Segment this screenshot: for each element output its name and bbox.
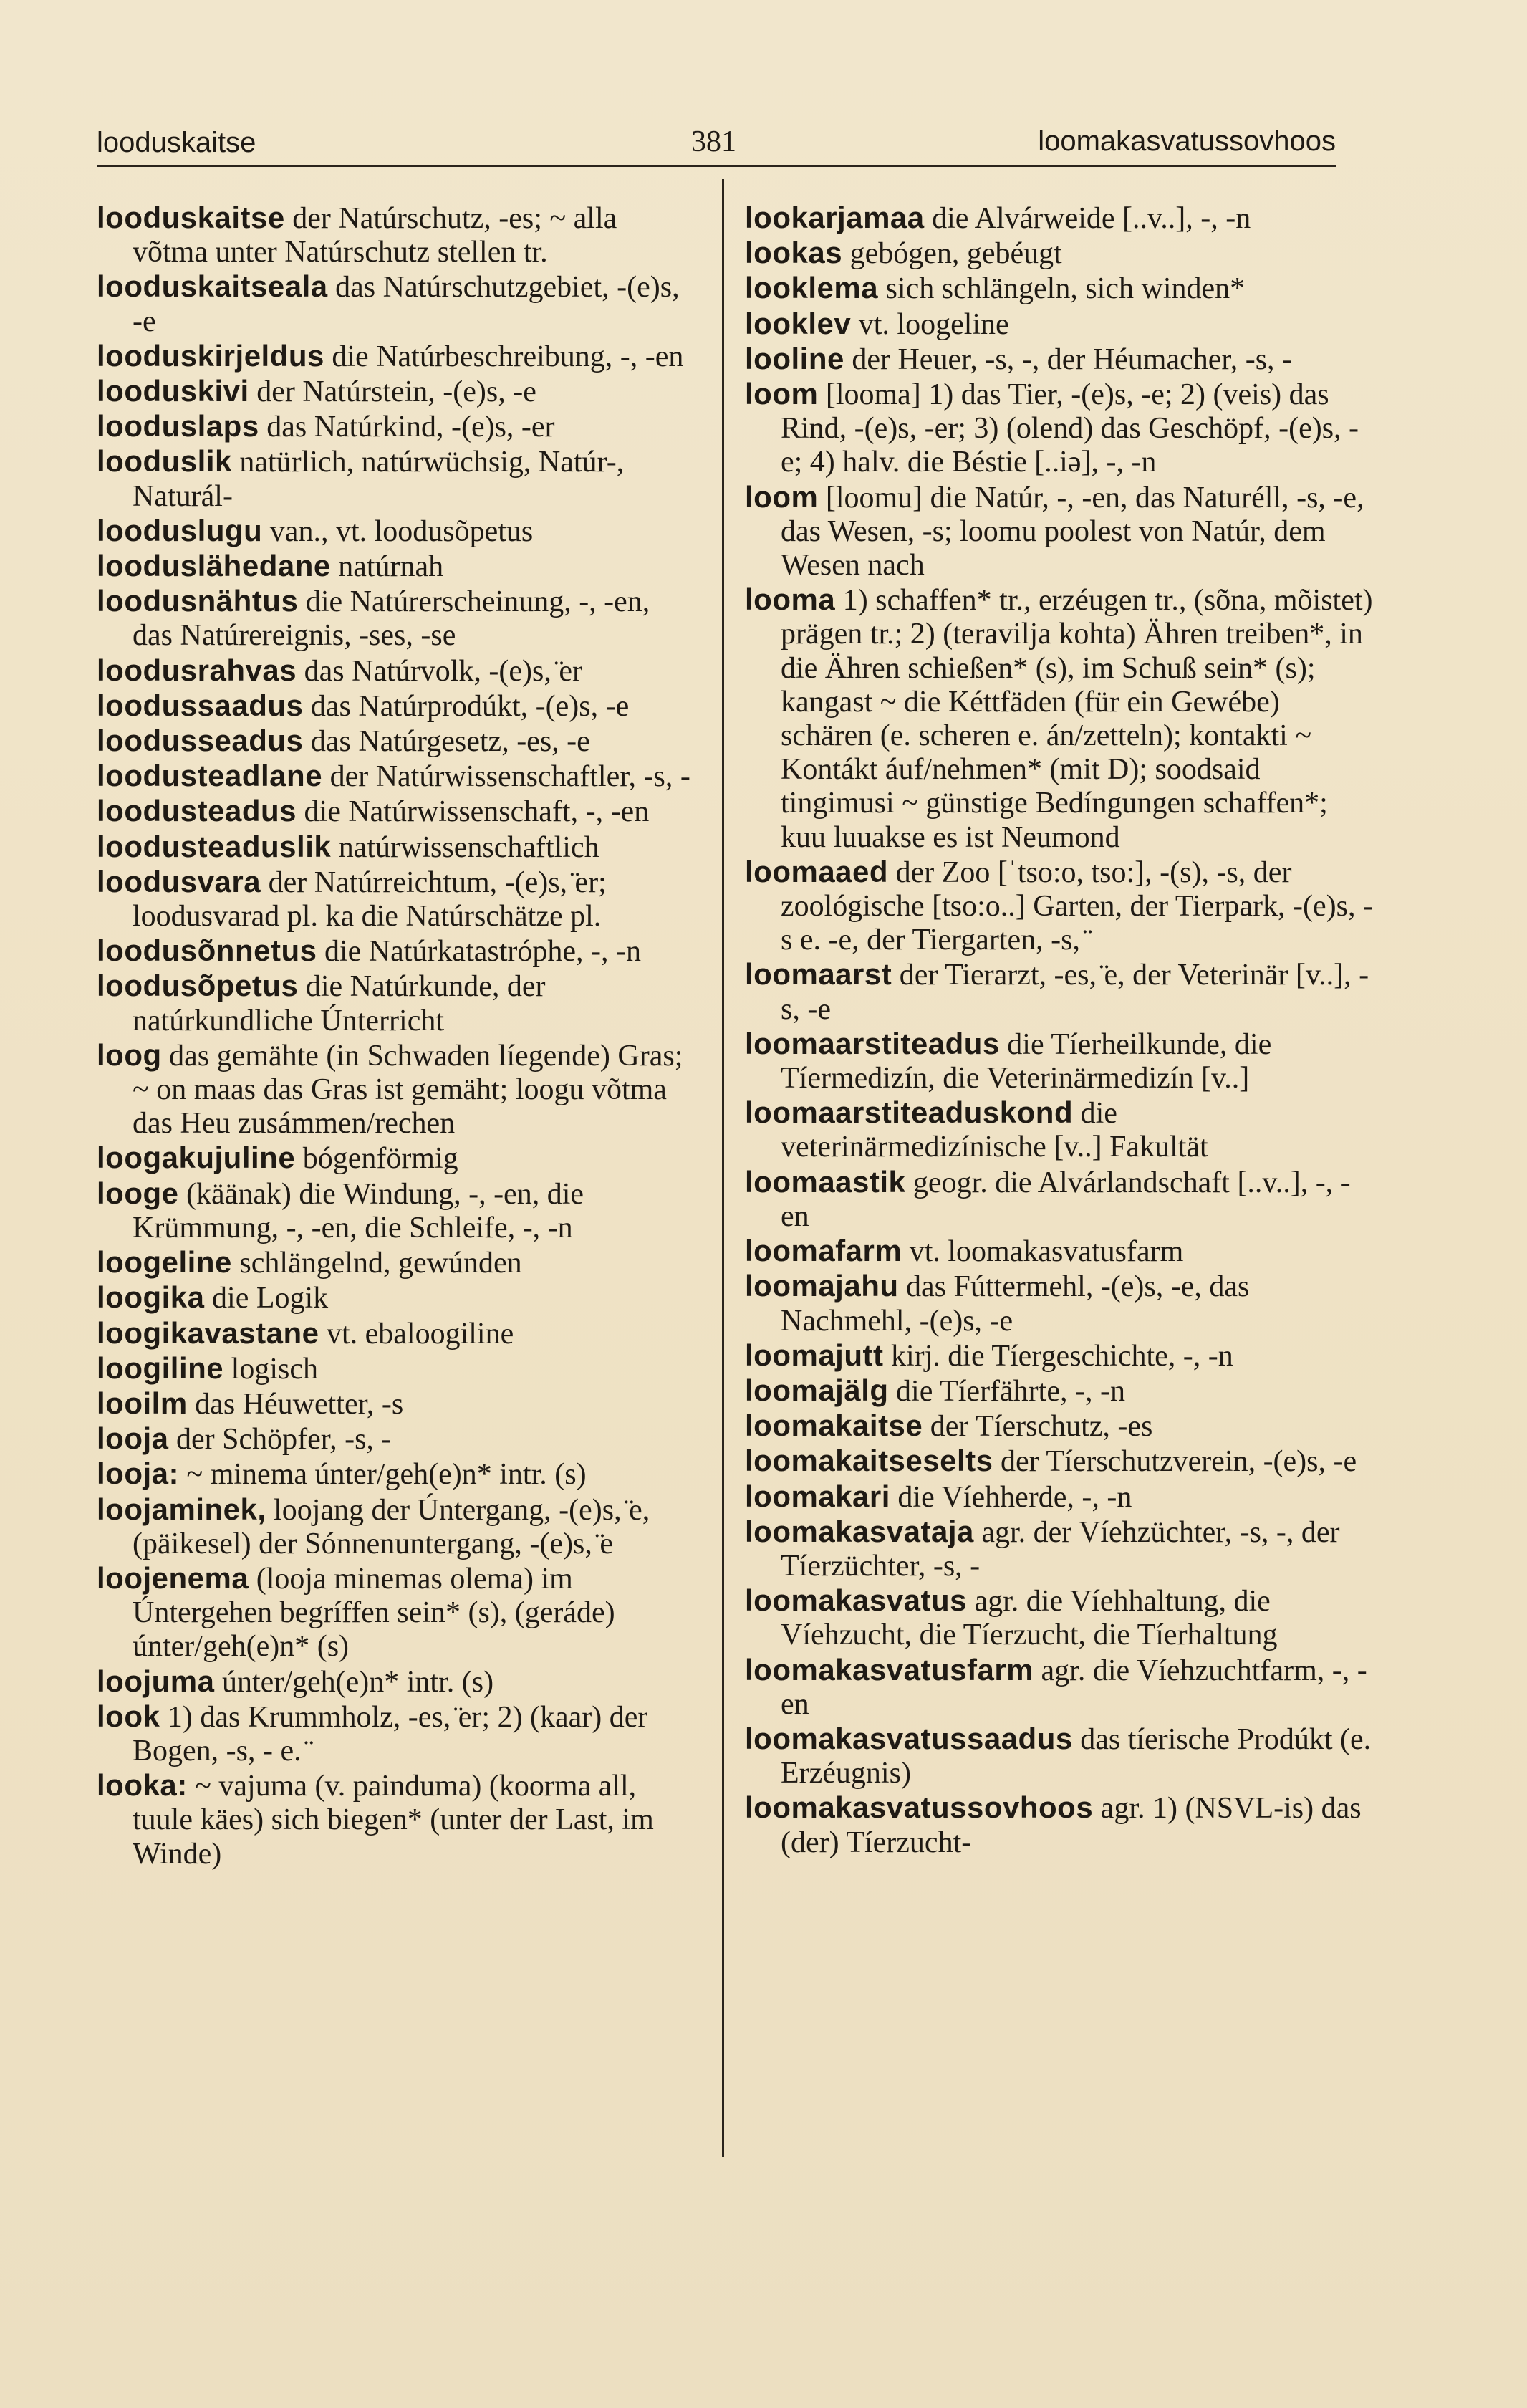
dictionary-entry bbox=[745, 1790, 1375, 1859]
headword: looja: bbox=[97, 1457, 179, 1491]
headword: loodusnähtus bbox=[97, 584, 299, 618]
headword: looma bbox=[745, 582, 836, 617]
right-column bbox=[745, 201, 1375, 2357]
headword: loomakasvatussovhoos bbox=[745, 1790, 1094, 1825]
definition: die Logik bbox=[204, 1282, 329, 1315]
headword: loomakaitseselts bbox=[745, 1444, 993, 1478]
definition: der Tíerschutz, -es bbox=[923, 1410, 1153, 1444]
dictionary-entry bbox=[97, 653, 697, 689]
headword: loodusteaduslik bbox=[97, 829, 332, 863]
dictionary-entry bbox=[745, 855, 1375, 958]
headword: looklema bbox=[745, 271, 879, 305]
definition: [loomu] die Natúr, -, -en, das Naturéll, -s, -e, das Wesen, -s; loomu poolest von Natúr, dem Wesen nach bbox=[781, 481, 1364, 582]
dictionary-entry bbox=[97, 1038, 697, 1141]
definition: die Alvárweide [..v..], -, -n bbox=[924, 202, 1251, 235]
dictionary-entry bbox=[745, 1165, 1375, 1234]
dictionary-entry bbox=[745, 1373, 1375, 1409]
dictionary-entry bbox=[97, 1316, 697, 1351]
definition: logisch bbox=[223, 1352, 318, 1386]
definition: 1) schaffen* tr., erzéugen tr., (sõna, mõistet) prägen tr.; 2) (teravilja kohta) Ähren treiben*, in die Ähren schießen* (s), im Schuß sein* (s); kangast ~ die Kéttfäden (für ein Gewébe) schären (e. scheren e. án/zetteln); kontakti ~ Kontákt áuf/nehmen* (mit D); soodsaid tingimusi ~ günstige Bedíngungen schaffen*; kuu luuakse es ist Neumond bbox=[781, 584, 1373, 854]
dictionary-entry bbox=[97, 1421, 697, 1457]
definition: der Zoo [ˈtso:o, tso:], -(s), -s, der zoológische [tso:o..] Garten, der Tierpark, -(e)s, -s e. -e, der Tiergarten, -s, ̈ bbox=[781, 855, 1373, 957]
dictionary-entry bbox=[97, 1386, 697, 1421]
headword: loodusõnnetus bbox=[97, 934, 317, 968]
dictionary-entry bbox=[745, 1338, 1375, 1373]
dictionary-entry bbox=[97, 1141, 697, 1176]
dictionary-entry bbox=[97, 584, 697, 653]
headword: looduslaps bbox=[97, 409, 259, 443]
definition: bógenförmig bbox=[295, 1142, 458, 1176]
dictionary-entry bbox=[97, 830, 697, 865]
headword: looduskirjeldus bbox=[97, 338, 324, 373]
headword: looduskaitse bbox=[97, 201, 285, 234]
definition: schlängelnd, gewúnden bbox=[231, 1247, 522, 1280]
definition: vt. ebaloogiline bbox=[319, 1317, 514, 1351]
dictionary-entry bbox=[97, 339, 697, 374]
definition: das Natúrkind, -(e)s, -er bbox=[259, 411, 555, 444]
definition: natúrwissenschaftlich bbox=[331, 830, 599, 864]
definition: die Tíerfährte, -, -n bbox=[888, 1374, 1125, 1408]
dictionary-entry bbox=[97, 865, 697, 934]
page-header bbox=[97, 107, 1336, 167]
headword: loodusseadus bbox=[97, 724, 304, 758]
definition: das Natúrgesetz, -es, -e bbox=[303, 725, 590, 759]
dictionary-entry bbox=[745, 1027, 1375, 1095]
headword: loodusteadus bbox=[97, 794, 297, 828]
headword: loom bbox=[745, 479, 819, 514]
headword: loomakari bbox=[745, 1479, 890, 1513]
headword: loomakaitse bbox=[745, 1409, 923, 1443]
definition: der Natúrwissenschaftler, -s, - bbox=[322, 760, 690, 794]
dictionary-entry bbox=[97, 689, 697, 724]
dictionary-entry bbox=[97, 549, 697, 584]
definition: das gemähte (in Schwaden líegende) Gras; ~ on maas das Gras ist gemäht; loogu võtma das Heu zusámmen/rechen bbox=[133, 1039, 683, 1141]
headword: looduslähedane bbox=[97, 549, 331, 583]
definition: geogr. die Alvárlandschaft [..v..], -, -en bbox=[781, 1166, 1351, 1233]
headword: loomakasvatussaadus bbox=[745, 1721, 1073, 1755]
definition: sich schlängeln, sich winden* bbox=[878, 272, 1246, 306]
headword: loomafarm bbox=[745, 1234, 902, 1268]
definition: das Natúrschutzgebiet, -(e)s, -e bbox=[133, 271, 680, 338]
dictionary-entry bbox=[97, 794, 697, 829]
dictionary-entry bbox=[97, 724, 697, 759]
dictionary-entry bbox=[97, 514, 697, 549]
headword: loogikavastane bbox=[97, 1315, 319, 1350]
headword: looge bbox=[97, 1176, 179, 1210]
dictionary-entry bbox=[745, 480, 1375, 583]
dictionary-entry bbox=[97, 444, 697, 513]
dictionary-entry bbox=[745, 1515, 1375, 1583]
dictionary-entry bbox=[745, 582, 1375, 855]
headword: looklev bbox=[745, 306, 852, 340]
dictionary-entry bbox=[745, 201, 1375, 236]
headword: loogika bbox=[97, 1280, 205, 1315]
headword: looka: bbox=[97, 1768, 188, 1803]
headword: look bbox=[97, 1699, 160, 1733]
definition: agr. die Víehhaltung, die Víehzucht, die Tíerzucht, die Tíerhaltung bbox=[781, 1585, 1278, 1652]
headword: looduslik bbox=[97, 444, 232, 479]
column-divider bbox=[722, 179, 724, 2157]
dictionary-entry bbox=[97, 969, 697, 1037]
definition: agr. der Víehzüchter, -s, -, der Tíerzüchter, -s, - bbox=[781, 1515, 1340, 1583]
dictionary-entry bbox=[97, 1768, 697, 1871]
dictionary-entry bbox=[97, 759, 697, 794]
definition: die Natúrkatastróphe, -, -n bbox=[317, 935, 641, 969]
dictionary-entry bbox=[745, 1722, 1375, 1790]
dictionary-entry bbox=[745, 1479, 1375, 1515]
definition: vt. loomakasvatusfarm bbox=[902, 1235, 1184, 1269]
definition: die Natúrbeschreibung, -, -en bbox=[324, 340, 684, 373]
definition: kirj. die Tíergeschichte, -, -n bbox=[883, 1339, 1233, 1373]
dictionary-entry bbox=[745, 1095, 1375, 1164]
definition: das Natúrprodúkt, -(e)s, -e bbox=[303, 689, 630, 723]
headword: loodusõpetus bbox=[97, 969, 299, 1003]
headword: loomajälg bbox=[745, 1373, 889, 1407]
headword: loomakasvatus bbox=[745, 1583, 967, 1618]
definition: (looja minemas olema) im Úntergehen begríffen sein* (s), (geráde) únter/geh(e)n* (s) bbox=[133, 1562, 615, 1664]
dictionary-entry bbox=[97, 934, 697, 969]
definition: natürlich, natúrwüchsig, Natúr-, Naturál- bbox=[133, 446, 625, 513]
definition: der Tierarzt, -es, ̈e, der Veterinär [v..], -s, -e bbox=[781, 959, 1369, 1026]
dictionary-entry bbox=[97, 269, 697, 338]
dictionary-entry bbox=[745, 957, 1375, 1026]
left-column bbox=[97, 201, 705, 2357]
definition: die Natúrwissenschaft, -, -en bbox=[297, 795, 650, 829]
left-guide-word: looduskaitse bbox=[97, 127, 256, 158]
headword: looduskaitseala bbox=[97, 269, 328, 304]
dictionary-entry bbox=[745, 271, 1375, 306]
headword: loodusrahvas bbox=[97, 653, 297, 687]
dictionary-entry bbox=[745, 342, 1375, 377]
definition: das tíerische Prodúkt (e. Erzéugnis) bbox=[781, 1722, 1372, 1790]
definition: der Schöpfer, -s, - bbox=[168, 1423, 392, 1457]
headword: looduslugu bbox=[97, 513, 263, 547]
definition: van., vt. loodusõpetus bbox=[262, 514, 534, 548]
headword: loomaastik bbox=[745, 1164, 906, 1199]
dictionary-entry bbox=[97, 374, 697, 409]
headword: loom bbox=[745, 377, 819, 411]
dictionary-entry bbox=[97, 1492, 697, 1561]
definition: das Fúttermehl, -(e)s, -e, das Nachmehl, -(e)s, -e bbox=[781, 1270, 1250, 1338]
dictionary-entry bbox=[97, 1561, 697, 1664]
dictionary-entry bbox=[745, 307, 1375, 342]
dictionary-entry bbox=[745, 1409, 1375, 1444]
definition: vt. loogeline bbox=[851, 307, 1009, 341]
definition: [looma] 1) das Tier, -(e)s, -e; 2) (veis) das Rind, -(e)s, -er; 3) (olend) das Geschöpf, -(e)s, -e; 4) halv. die Béstie [..iə], -, -n bbox=[781, 378, 1359, 479]
dictionary-entry bbox=[97, 409, 697, 444]
headword: loodusteadlane bbox=[97, 759, 323, 793]
definition: ~ minema únter/geh(e)n* intr. (s) bbox=[179, 1458, 587, 1492]
definition: gebógen, gebéugt bbox=[842, 237, 1062, 271]
right-guide-word: loomakasvatussovhoos bbox=[1038, 125, 1336, 157]
headword: looilm bbox=[97, 1386, 188, 1420]
dictionary-entry bbox=[97, 1664, 697, 1699]
definition: das Héuwetter, -s bbox=[187, 1387, 404, 1421]
headword: lookas bbox=[745, 236, 843, 270]
dictionary-entry bbox=[745, 1653, 1375, 1722]
headword: loomaarstiteadus bbox=[745, 1026, 1000, 1060]
dictionary-entry bbox=[745, 236, 1375, 271]
definition: der Heuer, -s, -, der Héumacher, -s, - bbox=[844, 342, 1293, 376]
definition: der Natúrreichtum, -(e)s, ̈er; loodusvarad pl. ka die Natúrschätze pl. bbox=[133, 865, 607, 934]
headword: loogakujuline bbox=[97, 1141, 296, 1175]
headword: loomaarstiteaduskond bbox=[745, 1095, 1074, 1130]
dictionary-entry bbox=[97, 201, 697, 269]
headword: loomajutt bbox=[745, 1338, 884, 1372]
page-number: 381 bbox=[691, 125, 736, 158]
definition: die Tíerheilkunde, die Tíermedizín, die Veterinärmedizín [v..] bbox=[781, 1027, 1272, 1095]
definition: (käänak) die Windung, -, -en, die Krümmung, -, -en, die Schleife, -, -n bbox=[133, 1177, 584, 1244]
dictionary-entry bbox=[745, 1269, 1375, 1338]
definition: die Natúrkunde, der natúrkundliche Únterricht bbox=[133, 970, 546, 1037]
headword: loojuma bbox=[97, 1664, 215, 1698]
dictionary-entry bbox=[97, 1699, 697, 1768]
dictionary-entry bbox=[97, 1245, 697, 1280]
dictionary-entry bbox=[745, 1583, 1375, 1652]
headword: looline bbox=[745, 341, 844, 375]
headword: loogeline bbox=[97, 1245, 232, 1280]
headword: loodussaadus bbox=[97, 688, 304, 722]
dictionary-entry bbox=[97, 1176, 697, 1245]
definition: der Natúrschutz, -es; ~ alla võtma unter Natúrschutz stellen tr. bbox=[133, 202, 617, 269]
dictionary-entry bbox=[97, 1280, 697, 1315]
definition: die Natúrerscheinung, -, -en, das Natúrereignis, -ses, -se bbox=[133, 585, 650, 653]
headword: loomaaed bbox=[745, 854, 889, 888]
headword: loog bbox=[97, 1037, 162, 1072]
definition: die veterinärmedizínische [v..] Fakultät bbox=[781, 1097, 1208, 1164]
headword: looja bbox=[97, 1421, 169, 1456]
headword: loomakasvataja bbox=[745, 1514, 974, 1548]
headword: loomajahu bbox=[745, 1269, 899, 1303]
dictionary-entry bbox=[745, 1444, 1375, 1479]
definition: loojang der Úntergang, -(e)s, ̈e, (päikesel) der Sónnenuntergang, -(e)s, ̈e bbox=[133, 1493, 650, 1560]
dictionary-entry bbox=[745, 377, 1375, 480]
headword: loomaarst bbox=[745, 957, 892, 992]
definition: der Natúrstein, -(e)s, -e bbox=[249, 375, 536, 409]
headword: loodusvara bbox=[97, 864, 261, 898]
headword: loojenema bbox=[97, 1560, 249, 1595]
headword: loojaminek, bbox=[97, 1492, 266, 1526]
definition: 1) das Krummholz, -es, ̈er; 2) (kaar) der Bogen, -s, - e. ̈ bbox=[133, 1700, 648, 1767]
headword: looduskivi bbox=[97, 374, 249, 408]
headword: loomakasvatusfarm bbox=[745, 1652, 1034, 1687]
definition: die Víehherde, -, -n bbox=[890, 1480, 1132, 1514]
definition: únter/geh(e)n* intr. (s) bbox=[214, 1665, 494, 1699]
definition: der Tíerschutzverein, -(e)s, -e bbox=[993, 1445, 1357, 1479]
headword: lookarjamaa bbox=[745, 201, 925, 234]
dictionary-entry bbox=[97, 1457, 697, 1492]
headword: loogiline bbox=[97, 1351, 224, 1385]
definition: agr. die Víehzuchtfarm, -, -en bbox=[781, 1654, 1367, 1721]
dictionary-entry bbox=[97, 1351, 697, 1386]
definition: ~ vajuma (v. painduma) (koorma all, tuule käes) sich biegen* (unter der Last, im Winde) bbox=[133, 1770, 654, 1871]
dictionary-entry bbox=[745, 1234, 1375, 1269]
definition: natúrnah bbox=[330, 550, 444, 584]
definition: agr. 1) (NSVL-is) das (der) Tíerzucht- bbox=[781, 1792, 1362, 1859]
definition: das Natúrvolk, -(e)s, ̈er bbox=[297, 654, 582, 688]
